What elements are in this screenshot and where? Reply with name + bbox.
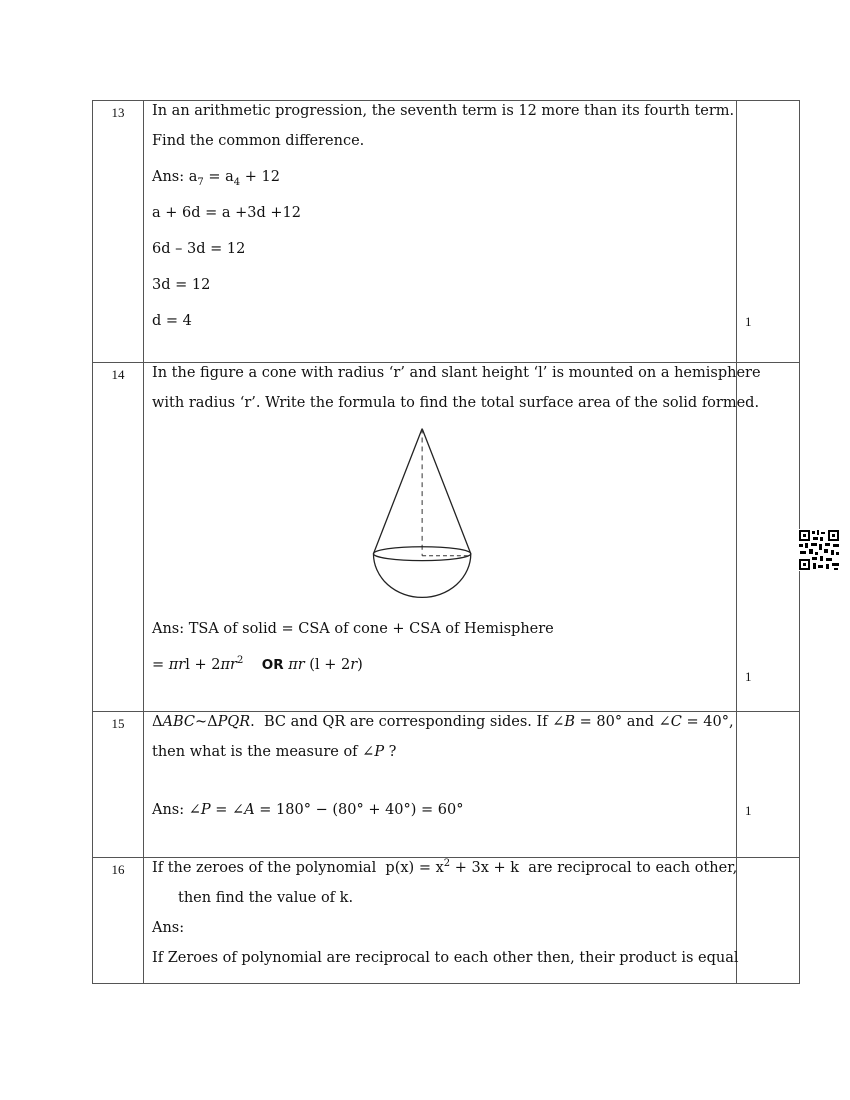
marks-value: 1 bbox=[745, 803, 752, 818]
question-text: Find the common difference. bbox=[152, 133, 365, 149]
cone-hemisphere-figure bbox=[152, 418, 728, 606]
answer-line: a + 6d = a +3d +12 bbox=[152, 205, 302, 221]
question-text: If the zeroes of the polynomial $p(x) = x^2 + 3x + k$ are reciprocal to each other, bbox=[152, 858, 738, 876]
marks-cell bbox=[737, 858, 800, 984]
marks-cell bbox=[737, 712, 800, 858]
table-row-q15 bbox=[93, 712, 800, 858]
question-body bbox=[144, 101, 737, 363]
marks-value: 1 bbox=[745, 314, 752, 329]
table-row-q16 bbox=[93, 858, 800, 984]
question-text: then find the value of k. bbox=[178, 890, 354, 906]
cone-slant-left bbox=[373, 429, 422, 554]
marks-value: 1 bbox=[745, 669, 752, 684]
question-text-part: are reciprocal to each other, bbox=[528, 860, 738, 876]
table-row-q13 bbox=[93, 101, 800, 363]
qr-code-icon bbox=[798, 529, 840, 571]
answer-line: If Zeroes of polynomial are reciprocal to each other then, their product is equal bbox=[152, 950, 739, 966]
answer-line: 3d = 12 bbox=[152, 277, 211, 293]
cone-slant-right bbox=[422, 429, 471, 554]
table-row-q14 bbox=[93, 363, 800, 712]
question-condition: BC and QR are corresponding sides. If bbox=[264, 714, 548, 730]
question-text: In the figure a cone with radius ‘r’ and slant height ‘l’ is mounted on a hemisphere bbox=[152, 365, 761, 381]
question-number: 15 bbox=[93, 712, 144, 858]
answer-label: Ans: bbox=[152, 920, 185, 936]
angle-b-value: = 80° and bbox=[579, 714, 654, 730]
question-number: 16 bbox=[93, 858, 144, 984]
question-body bbox=[144, 363, 761, 712]
question-body bbox=[144, 712, 737, 858]
question-table-container bbox=[92, 100, 800, 984]
answer-label: Ans: bbox=[152, 169, 185, 185]
question-text: ΔABC~ΔPQR. BC and QR are corresponding sides. If ∠B = 80° and ∠C = 40°, bbox=[152, 714, 734, 730]
or-label: OR bbox=[261, 657, 284, 673]
marks-cell bbox=[737, 101, 800, 363]
answer-line: d = 4 bbox=[152, 313, 192, 329]
answer-expression: = 180° − (80° + 40°) = 60° bbox=[259, 802, 464, 818]
answer-line: Ans: $a_7 = a_4 + 12$ bbox=[152, 169, 280, 188]
question-number: 14 bbox=[93, 363, 144, 712]
question-text-part: If the zeroes of the polynomial bbox=[152, 860, 377, 876]
question-text: then what is the measure of ∠P ? bbox=[152, 744, 397, 760]
question-text-part: then what is the measure of bbox=[152, 744, 358, 760]
question-text: with radius ‘r’. Write the formula to find the total surface area of the solid formed. bbox=[152, 395, 760, 411]
answer-formula: = $\pi rl + 2\pi r^2$ OR πr (l + 2r) bbox=[152, 655, 363, 673]
angle-c-value: = 40°, bbox=[686, 714, 734, 730]
answer-line: Ans: TSA of solid = CSA of cone + CSA of Hemisphere bbox=[152, 621, 554, 637]
answer-label: Ans: bbox=[152, 802, 185, 818]
answer-line: Ans: ∠P = ∠A = 180° − (80° + 40°) = 60° bbox=[152, 802, 464, 818]
question-text: In an arithmetic progression, the seventh term is 12 more than its fourth term. bbox=[152, 103, 735, 119]
answer-line: 6d – 3d = 12 bbox=[152, 241, 246, 257]
question-body bbox=[144, 858, 737, 984]
question-table bbox=[92, 100, 800, 984]
question-number: 13 bbox=[93, 101, 144, 363]
marks-cell bbox=[737, 363, 800, 712]
